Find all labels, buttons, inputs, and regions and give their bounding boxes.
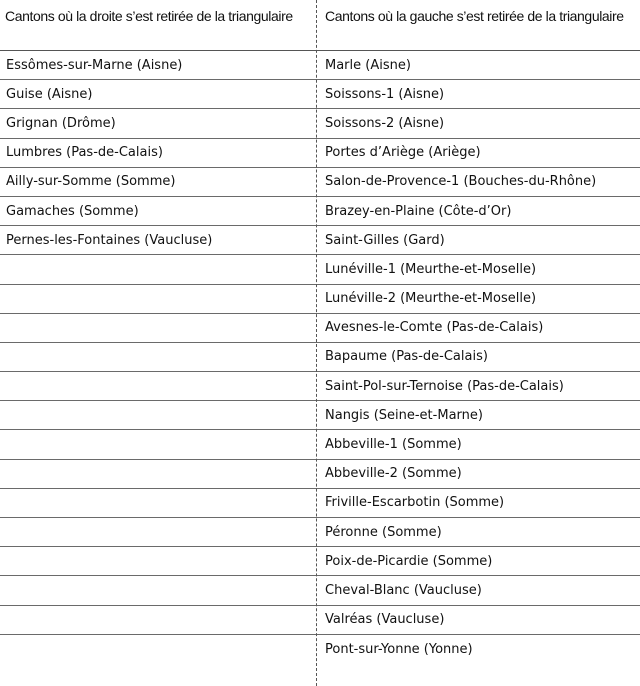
cell-left	[6, 460, 311, 488]
cell-right: Lunéville-1 (Meurthe-et-Moselle)	[325, 261, 537, 277]
cell-right: Pont-sur-Yonne (Yonne)	[325, 641, 473, 657]
table-row	[0, 372, 640, 401]
table-row	[0, 489, 640, 518]
cell-right: Friville-Escarbotin (Somme)	[325, 495, 505, 511]
header-right: Cantons où la gauche s’est retirée de la triangulaire	[325, 8, 624, 24]
table-row	[0, 255, 640, 284]
cell-right: Valréas (Vaucluse)	[325, 612, 445, 628]
cell-right: Abbeville-1 (Somme)	[325, 437, 462, 453]
cell-right: Saint-Gilles (Gard)	[325, 232, 445, 248]
cell-right: Saint-Pol-sur-Ternoise (Pas-de-Calais)	[325, 378, 564, 394]
table-row	[0, 109, 640, 138]
cell-right: Lunéville-2 (Meurthe-et-Moselle)	[325, 291, 537, 307]
cell-left	[6, 606, 311, 634]
cell-left	[6, 343, 311, 371]
cell-right: Péronne (Somme)	[325, 524, 442, 540]
cell-left	[6, 401, 311, 429]
table-row	[0, 168, 640, 197]
cell-right: Nangis (Seine-et-Marne)	[325, 407, 483, 423]
cell-left: Lumbres (Pas-de-Calais)	[6, 145, 163, 161]
table-row	[0, 226, 640, 255]
cell-left	[6, 314, 311, 342]
table-row	[0, 460, 640, 489]
table-row	[0, 430, 640, 459]
cell-left	[6, 518, 311, 546]
table-row	[0, 518, 640, 547]
header-left: Cantons où la droite s’est retirée de la triangulaire	[5, 8, 293, 24]
table-row	[0, 139, 640, 168]
cell-left	[6, 547, 311, 575]
table-row	[0, 606, 640, 635]
table-row	[0, 285, 640, 314]
table-row	[0, 80, 640, 109]
table-row	[0, 401, 640, 430]
cell-left: Guise (Aisne)	[6, 86, 93, 102]
cell-right: Abbeville-2 (Somme)	[325, 466, 462, 482]
cell-right: Poix-de-Picardie (Somme)	[325, 553, 493, 569]
column-divider	[316, 0, 317, 686]
cell-right: Cheval-Blanc (Vaucluse)	[325, 582, 482, 598]
cell-left	[6, 372, 311, 400]
cell-right: Soissons-1 (Aisne)	[325, 86, 445, 102]
cell-right: Marle (Aisne)	[325, 57, 411, 73]
cell-left: Pernes-les-Fontaines (Vaucluse)	[6, 232, 213, 248]
table-body	[0, 51, 640, 664]
cell-right: Brazey-en-Plaine (Côte-d’Or)	[325, 203, 512, 219]
cell-left	[6, 430, 311, 458]
cell-left: Ailly-sur-Somme (Somme)	[6, 174, 176, 190]
cell-left: Gamaches (Somme)	[6, 203, 139, 219]
cell-left	[6, 255, 311, 283]
table-row	[0, 51, 640, 80]
cell-right: Soissons-2 (Aisne)	[325, 115, 445, 131]
cell-right: Avesnes-le-Comte (Pas-de-Calais)	[325, 320, 544, 336]
cell-right: Bapaume (Pas-de-Calais)	[325, 349, 488, 365]
table-row	[0, 197, 640, 226]
table-row	[0, 635, 640, 664]
table-row	[0, 343, 640, 372]
cell-right: Portes d’Ariège (Ariège)	[325, 145, 481, 161]
table-header	[0, 0, 640, 51]
cell-left: Essômes-sur-Marne (Aisne)	[6, 57, 183, 73]
table-row	[0, 576, 640, 605]
cell-left	[6, 285, 311, 313]
cell-left	[6, 635, 311, 664]
cell-left	[6, 576, 311, 604]
table-row	[0, 314, 640, 343]
cell-left	[6, 489, 311, 517]
cell-left: Grignan (Drôme)	[6, 115, 116, 131]
table-row	[0, 547, 640, 576]
cell-right: Salon-de-Provence-1 (Bouches-du-Rhône)	[325, 174, 597, 190]
